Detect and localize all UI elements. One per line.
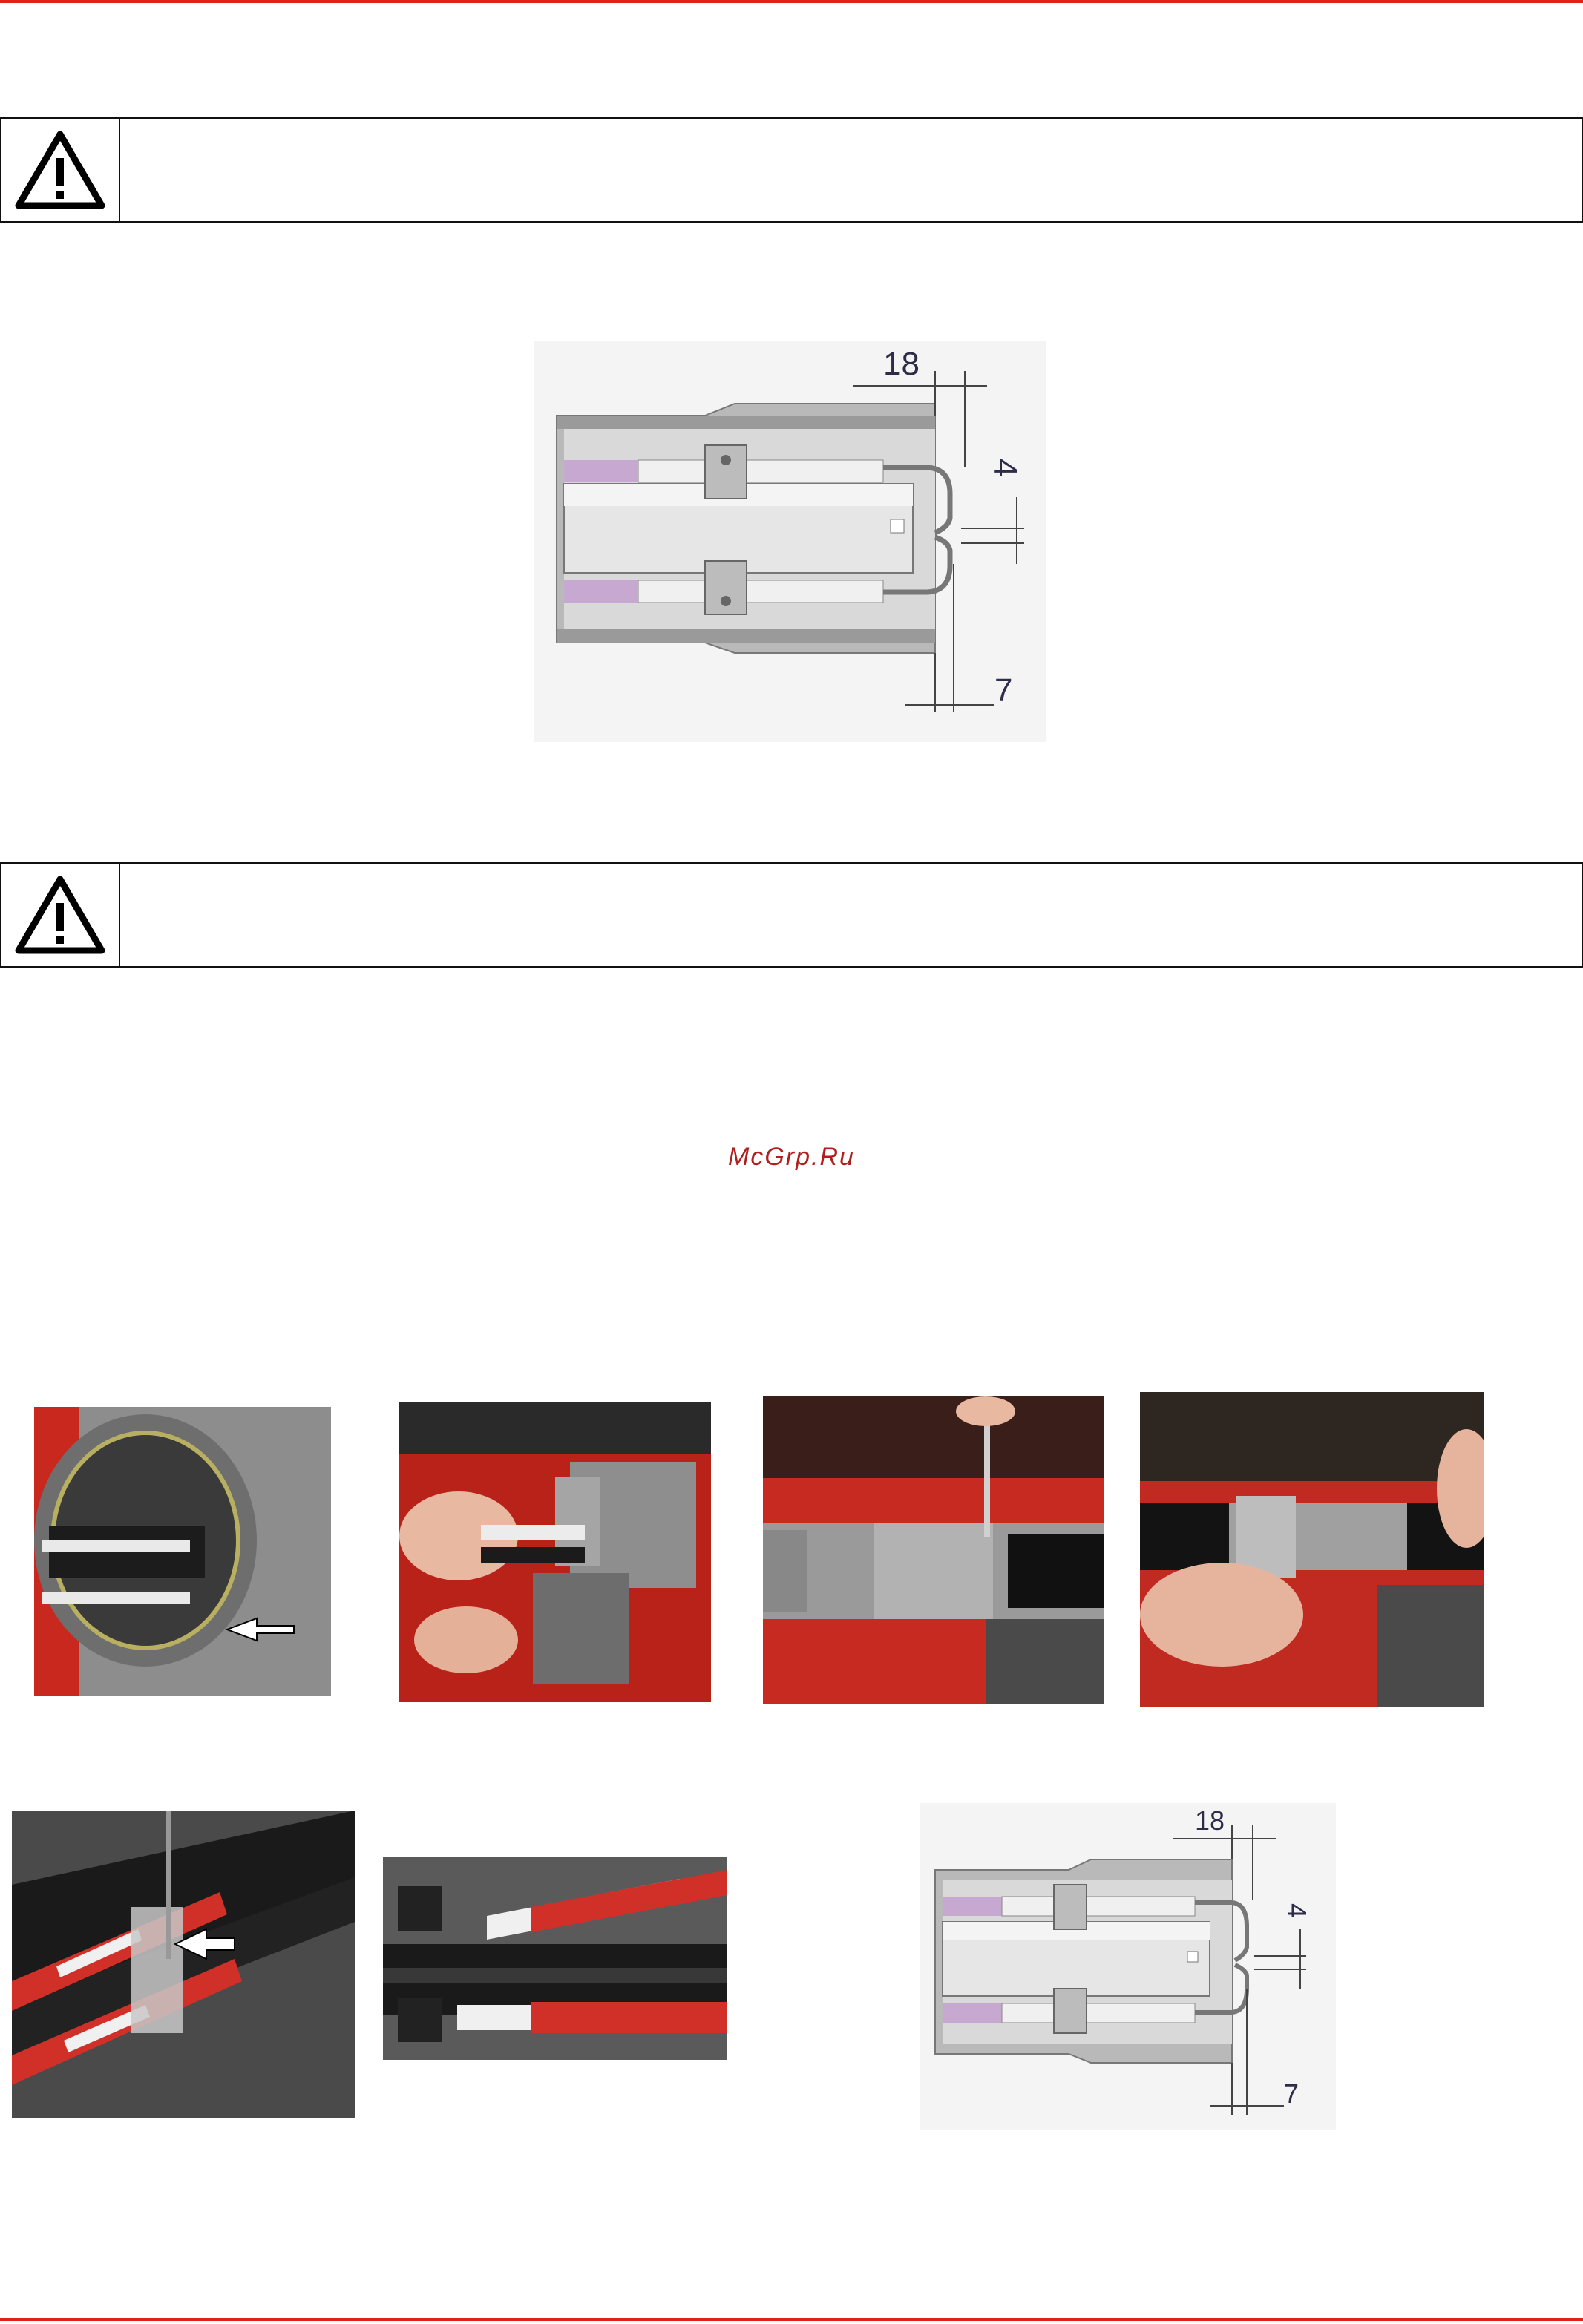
warning-triangle-icon bbox=[14, 130, 106, 210]
warning-box bbox=[0, 862, 1583, 968]
warning-box bbox=[0, 117, 1583, 223]
warning-triangle-icon bbox=[14, 875, 106, 955]
warning-icon-cell bbox=[1, 119, 120, 221]
watermark: McGrp.Ru bbox=[728, 1143, 855, 1171]
photo-electrode-clamp bbox=[12, 1811, 355, 2118]
top-rule bbox=[0, 0, 1583, 3]
bottom-rule bbox=[0, 2318, 1583, 2321]
dim-label-top: 18 bbox=[1195, 1805, 1225, 1836]
photo-tube-nut bbox=[1140, 1392, 1484, 1707]
dim-label-side: 4 bbox=[1282, 1903, 1312, 1919]
photo-removing-assembly bbox=[399, 1402, 711, 1702]
electrode-diagram bbox=[920, 1803, 1336, 2130]
photo-burner-head bbox=[34, 1407, 331, 1696]
dim-label-bottom: 7 bbox=[994, 672, 1013, 709]
dim-label-side: 4 bbox=[987, 459, 1023, 477]
photo-electrode-assembly bbox=[383, 1857, 727, 2060]
dim-label-bottom: 7 bbox=[1284, 2078, 1299, 2109]
photo-screwdriver bbox=[763, 1396, 1104, 1704]
electrode-diagram bbox=[534, 341, 1046, 742]
warning-icon-cell bbox=[1, 864, 120, 966]
dim-label-top: 18 bbox=[883, 346, 920, 382]
